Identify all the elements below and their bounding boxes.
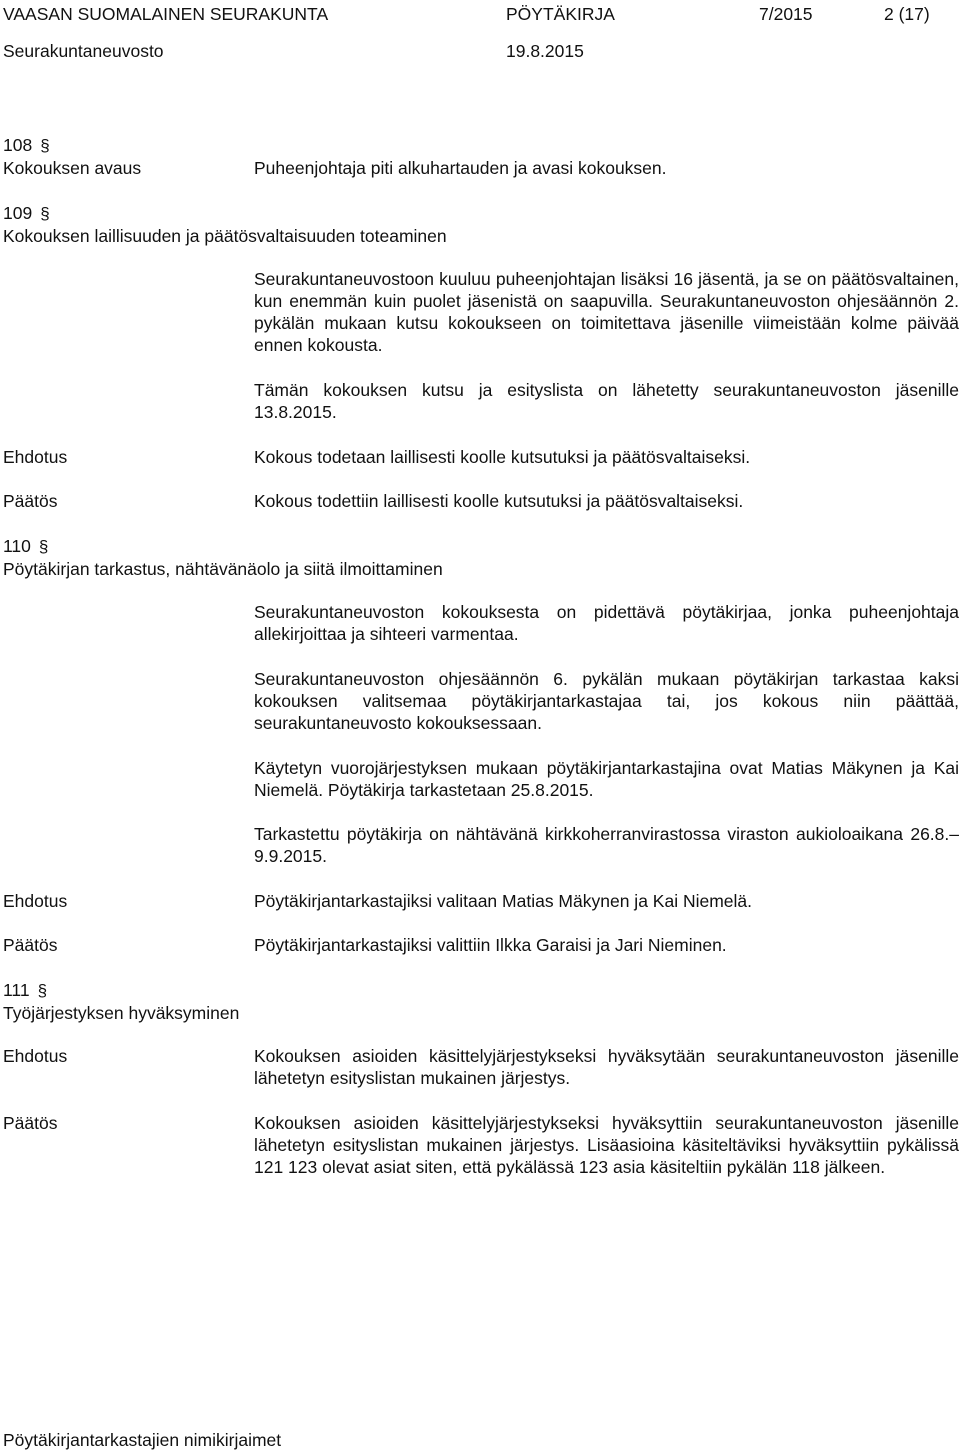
section-108-number: 108 §: [3, 135, 50, 155]
section-109-paragraph-1: Seurakuntaneuvostoon kuuluu puheenjohtajan lisäksi 16 jäsentä, ja se on päätösvaltainen, kun enemmän kuin puolet jäsenistä on saapuvilla. Seurakuntaneuvoston ohjesäännön 2. pykälän mukaan kutsu kokoukseen on toimitettava jäsenille viimeistään kolme päivää ennen kokousta.: [254, 269, 959, 355]
section-110-decision-label: Päätös: [3, 935, 58, 955]
section-111-decision: Kokouksen asioiden käsittelyjärjestykseksi hyväksyttiin seurakuntaneuvoston jäsenille lähetetyn esityslistan mukainen järjestys. Lisäasioina käsiteltäviksi hyväksyttiin pykälissä 121 123 olevat asiat siten, että pykälässä 123 asia käsiteltiin pykälän 118 jälkeen.: [254, 1113, 959, 1177]
section-108-title: Kokouksen avaus: [3, 158, 142, 178]
section-110-paragraph-1: Seurakuntaneuvoston kokouksesta on pidettävä pöytäkirjaa, jonka puheenjohtaja allekirjoittaa ja sihteeri varmentaa.: [254, 602, 959, 644]
section-mark-icon: §: [40, 204, 50, 223]
section-109-paragraph-2: Tämän kokouksen kutsu ja esityslista on lähetetty seurakuntaneuvoston jäsenille 13.8.2015.: [254, 380, 959, 422]
section-111-decision-label: Päätös: [3, 1113, 58, 1133]
section-110-paragraph-4: Tarkastettu pöytäkirja on nähtävänä kirkkoherranvirastossa viraston aukioloaikana 26.8.– 9.9.2015.: [254, 824, 959, 866]
section-110-number: 110 §: [3, 536, 49, 556]
document-number: 7/2015: [759, 4, 813, 24]
section-mark-icon: §: [40, 136, 50, 155]
section-108-text: Puheenjohtaja piti alkuhartauden ja avasi kokouksen.: [254, 158, 667, 178]
organization-name: VAASAN SUOMALAINEN SEURAKUNTA: [3, 4, 329, 24]
section-mark-icon: §: [38, 537, 49, 556]
page-number: 2 (17): [884, 4, 930, 24]
meeting-body: Seurakuntaneuvosto: [3, 41, 164, 61]
section-111-title: Työjärjestyksen hyväksyminen: [3, 1003, 240, 1023]
section-110-title: Pöytäkirjan tarkastus, nähtävänäolo ja siitä ilmoittaminen: [3, 559, 443, 579]
section-109-decision: Kokous todettiin laillisesti koolle kutsutuksi ja päätösvaltaiseksi.: [254, 491, 744, 511]
section-109-proposal: Kokous todetaan laillisesti koolle kutsutuksi ja päätösvaltaiseksi.: [254, 447, 751, 467]
section-110-paragraph-3: Käytetyn vuorojärjestyksen mukaan pöytäkirjantarkastajina ovat Matias Mäkynen ja Kai Niemelä. Pöytäkirja tarkastetaan 25.8.2015.: [254, 758, 959, 800]
section-110-paragraph-2: Seurakuntaneuvoston ohjesäännön 6. pykälän mukaan pöytäkirjan tarkastaa kaksi kokouksen valitsemaa pöytäkirjantarkastajaa tai, jos kokous niin päättää, seurakuntaneuvosto kokouksessaan.: [254, 669, 959, 733]
section-mark-icon: §: [37, 981, 48, 1000]
section-109-number: 109 §: [3, 203, 50, 223]
initials-label: Pöytäkirjantarkastajien nimikirjaimet: [3, 1430, 282, 1450]
section-109-title: Kokouksen laillisuuden ja päätösvaltaisuuden toteaminen: [3, 226, 447, 246]
section-109-proposal-label: Ehdotus: [3, 447, 68, 467]
meeting-date: 19.8.2015: [506, 41, 584, 61]
document-type: PÖYTÄKIRJA: [506, 4, 615, 24]
section-110-decision: Pöytäkirjantarkastajiksi valittiin Ilkka Garaisi ja Jari Nieminen.: [254, 935, 727, 955]
section-110-proposal: Pöytäkirjantarkastajiksi valitaan Matias Mäkynen ja Kai Niemelä.: [254, 891, 752, 911]
section-110-proposal-label: Ehdotus: [3, 891, 68, 911]
section-111-number: 111 §: [3, 980, 48, 1000]
section-111-proposal: Kokouksen asioiden käsittelyjärjestykseksi hyväksytään seurakuntaneuvoston jäsenille lähetetyn esityslistan mukainen järjestys.: [254, 1046, 959, 1088]
section-111-proposal-label: Ehdotus: [3, 1046, 68, 1066]
section-109-decision-label: Päätös: [3, 491, 58, 511]
